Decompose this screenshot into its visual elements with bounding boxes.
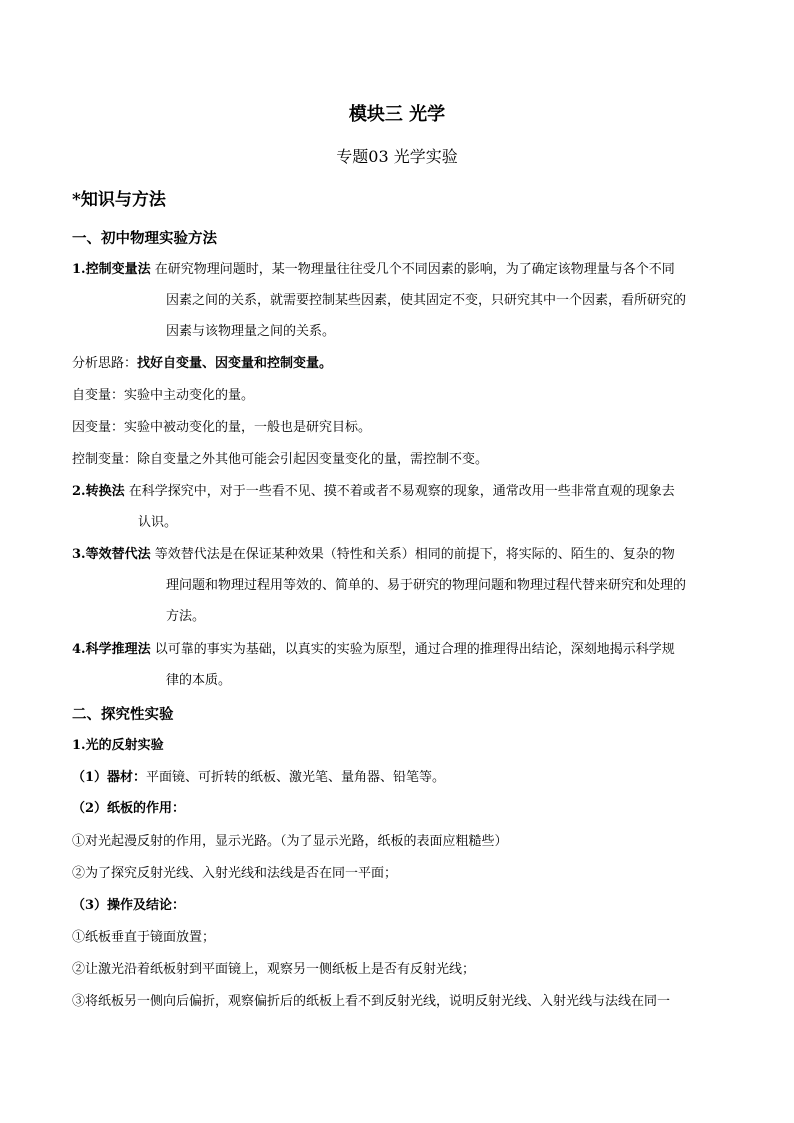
- method4-text1: 以可靠的事实为基础，以真实的实验为原型，通过合理的推理得出结论，深刻地揭示科学规: [154, 642, 675, 657]
- operation-1: ①纸板垂直于镜面放置；: [72, 930, 216, 945]
- board-role-2: ②为了探究反射光线、入射光线和法线是否在同一平面；: [72, 866, 398, 881]
- method2-line1: [72, 483, 675, 501]
- method1-line2: 因素之间的关系，就需要控制某些因素，使其固定不变，只研究其中一个因素，看所研究的: [166, 293, 687, 308]
- board-role-label: （2）纸板的作用：: [72, 801, 186, 816]
- section-heading: *知识与方法: [72, 190, 166, 210]
- topic-subtitle: 专题03 光学实验: [336, 147, 458, 166]
- analysis-line: [72, 355, 332, 373]
- operation-2: ②让激光沿着纸板射到平面镜上，观察另一侧纸板上是否有反射光线；: [72, 962, 476, 977]
- method1-text1: 在研究物理问题时，某一物理量往往受几个不同因素的影响，为了确定该物理量与各个不同: [154, 262, 675, 277]
- control-variable: 控制变量：除自变量之外其他可能会引起因变量变化的量，需控制不变。: [72, 452, 489, 467]
- analysis-bold: 找好自变量、因变量和控制变量。: [137, 356, 333, 371]
- part1-heading: 一、初中物理实验方法: [72, 230, 217, 247]
- dependent-variable: 因变量：实验中被动变化的量，一般也是研究目标。: [72, 420, 372, 435]
- method4-term: 4.科学推理法: [72, 642, 151, 657]
- method3-term: 3.等效替代法: [72, 547, 151, 562]
- equipment-line: [72, 769, 445, 787]
- method2-text1: 在科学探究中，对于一些看不见、摸不着或者不易观察的现象，通常改用一些非常直观的现象去: [128, 484, 675, 499]
- method3-text1: 等效替代法是在保证某种效果（特性和关系）相同的前提下，将实际的、陌生的、复杂的物: [154, 547, 675, 562]
- operation-3: ③将纸板另一侧向后偏折，观察偏折后的纸板上看不到反射光线，说明反射光线、入射光线与法线在同一: [72, 994, 671, 1009]
- experiment1-title: 1.光的反射实验: [72, 738, 164, 753]
- method3-line2: 理问题和物理过程用等效的、简单的、易于研究的物理问题和物理过程代替来研究和处理的: [166, 578, 687, 593]
- method4-line1: [72, 641, 675, 659]
- equipment-text: 平面镜、可折转的纸板、激光笔、量角器、铅笔等。: [146, 770, 446, 785]
- analysis-label: 分析思路：: [72, 356, 138, 371]
- method1-term: 1.控制变量法: [72, 262, 151, 277]
- method3-line3: 方法。: [166, 609, 206, 624]
- equipment-label: （1）器材：: [72, 770, 147, 785]
- method2-line2: 认识。: [138, 515, 178, 530]
- independent-variable: 自变量：实验中主动变化的量。: [72, 388, 255, 403]
- method4-line2: 律的本质。: [166, 673, 232, 688]
- method1-line1: [72, 261, 675, 279]
- method1-line3: 因素与该物理量之间的关系。: [166, 324, 336, 339]
- board-role-1: ①对光起漫反射的作用，显示光路。（为了显示光路，纸板的表面应粗糙些）: [72, 834, 508, 849]
- method3-line1: [72, 546, 675, 564]
- operation-label: （3）操作及结论：: [72, 898, 186, 913]
- module-title: 模块三 光学: [348, 104, 446, 125]
- method2-term: 2.转换法: [72, 484, 125, 499]
- part2-heading: 二、探究性实验: [72, 706, 174, 723]
